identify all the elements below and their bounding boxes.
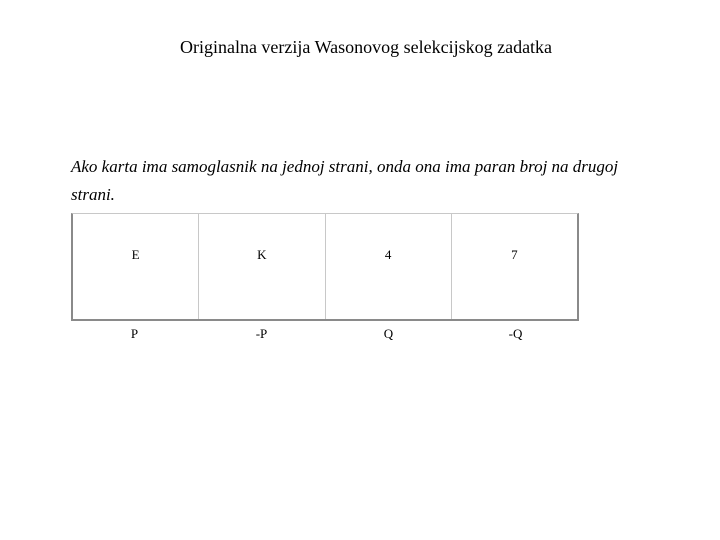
card-label: P (130, 326, 139, 341)
card-label: -P (255, 326, 268, 341)
card-label: -Q (508, 326, 523, 341)
card-2 (199, 214, 325, 319)
card-label: Q (383, 326, 394, 341)
rule-statement: Ako karta ima samoglasnik na jednoj strani, onda ona ima paran broj na drugoj strani. (71, 157, 619, 204)
card-face: 4 (384, 247, 392, 262)
card-4 (452, 214, 577, 319)
card-1 (73, 214, 199, 319)
card-face: K (257, 247, 267, 262)
cards-table (71, 213, 579, 321)
card-labels (71, 326, 579, 342)
card-face: 7 (511, 247, 518, 262)
card-face: E (131, 247, 140, 262)
card-3 (326, 214, 452, 319)
page-title: Originalna verzija Wasonovog selekcijskog zadatka (179, 37, 553, 57)
